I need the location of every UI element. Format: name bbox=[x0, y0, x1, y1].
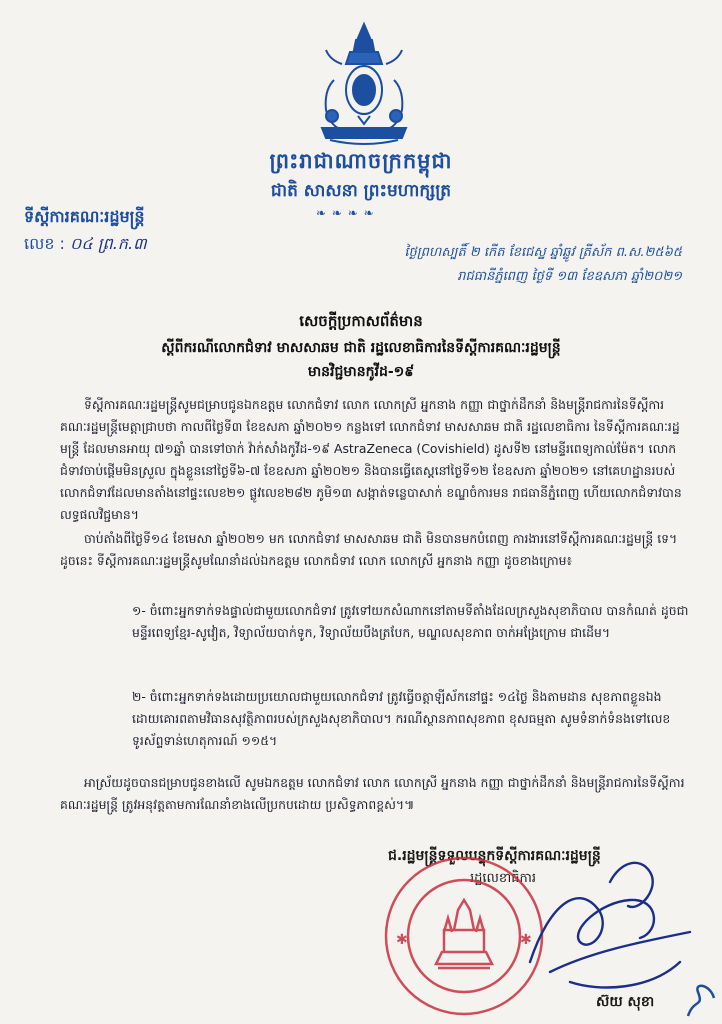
ornament-divider: ❧ ❧ ❧ ❧ bbox=[316, 206, 375, 220]
list-item: ២- ចំពោះអ្នកទាក់ទងដោយប្រយោលជាមួយលោកជំទាវ ត្រូវធ្វើចត្តាឡីស័កនៅផ្ទះ ១៤ថ្ងៃ និងតាមដាន សុខភាពខ្លួនឯង ដោយគោរពតាមវិធានសុវត្ថិភាពរបស់ក្រសួងសុខាភិបាល។ ករណីស្ថានភាពសុខភាព ខុសធម្មតា សូមទំនាក់ទំនងទៅលេខទូរស័ព្ទទាន់ហេតុការណ៍ ១១៥។ bbox=[132, 689, 671, 748]
svg-text:✱: ✱ bbox=[396, 932, 408, 948]
signatory-role: រដ្ឋលេខាធិការ bbox=[470, 871, 537, 886]
lunar-date: ថ្ងៃព្រហស្បតិ៍ ២ កើត ខែជេស្ឋ ឆ្នាំឆ្លូវ ត្រីស័ក ព.ស.២៥៦៥ bbox=[404, 245, 682, 260]
reference-label: លេខ : bbox=[24, 234, 65, 253]
kingdom-title: ព្រះរាជាណាចក្រកម្ពុជា bbox=[269, 149, 453, 173]
kingdom-motto: ជាតិ សាសនា ព្រះមហាក្សត្រ bbox=[270, 181, 452, 201]
paragraph-3: អាស្រ័យដូចបានជម្រាបជូនខាងលើ សូមឯកឧត្តម លោកជំទាវ លោក លោកស្រី អ្នកនាង កញ្ញា ជាថ្នាក់ដឹកនាំ និងមន្ត្រីរាជការនៃទីស្តីការគណៈរដ្ឋមន្ត្រី ត្រូវអនុវត្តតាមការណែនាំខាងលើប្រកបដោយ ប្រសិទ្ធភាពខ្ពស់។៕ bbox=[60, 775, 685, 812]
solar-date: រាជធានីភ្នំពេញ ថ្ងៃទី ១៣ ខែឧសភា ឆ្នាំ២០២១ bbox=[457, 269, 682, 284]
document-subject: ស្តីពីករណីលោកជំទាវ មាសសាឆម ជាតិ រដ្ឋលេខាធិការនៃទីស្តីការគណៈរដ្ឋមន្ត្រី bbox=[161, 340, 561, 356]
paragraph-2: ចាប់តាំងពីថ្ងៃទី១៤ ខែមេសា ឆ្នាំ២០២១ មក លោកជំទាវ មាសសាឆម ជាតិ មិនបានមកបំពេញ ការងារនៅទីស្តីការគណៈរដ្ឋមន្ត្រី ទេ។ ដូចនេះ ទីស្តីការគណៈរដ្ឋមន្ត្រីសូមណែនាំដល់ឯកឧត្តម លោកជំទាវ លោក លោកស្រី អ្នកនាង កញ្ញា ដូចខាងក្រោម៖ bbox=[60, 531, 678, 568]
reference-number bbox=[24, 233, 147, 257]
document-title: សេចក្តីប្រកាសព័ត៌មាន bbox=[299, 312, 423, 330]
paragraph-1: ទីស្តីការគណៈរដ្ឋមន្ត្រីសូមជម្រាបជូនឯកឧត្តម លោកជំទាវ លោក លោកស្រី អ្នកនាង កញ្ញា ជាថ្នាក់ដឹកនាំ និងមន្ត្រីរាជការនៃទីស្តីការគណៈរដ្ឋមន្ត្រីមេត្តាជ្រាបថា កាលពីថ្ងៃទី៣ ខែឧសភា ឆ្នាំ២០២១ កន្លងទៅ លោកជំទាវ មាសសាឆម ជាតិ រដ្ឋលេខាធិការ នៃទីស្តីការគណៈរដ្ឋមន្ត្រី ដែលមានអាយុ ៧១ឆ្នាំ បានទៅចាក់ វ៉ាក់សាំងកូវីដ-១៩ AstraZeneca (Covishield) ដូសទី២ នៅមន្ទីរពេទ្យកាល់ម៉ែត។ លោកជំទាវចាប់ផ្តើមមិនស្រួល ក្នុងខ្លួននៅថ្ងៃទី៦-៧ ខែឧសភា ឆ្នាំ២០២១ និងបានធ្វើតេស្តនៅថ្ងៃទី១២ ខែឧសភា ឆ្នាំ២០២១ នៅគេហដ្ឋានរបស់ លោកជំទាវដែលមានតាំងនៅផ្ទះលេខ២១ ផ្លូវលេខ២៨២ ភូមិ១៣ សង្កាត់ទន្លេបាសាក់ ខណ្ឌចំការមន រាជធានីភ្នំពេញ ហើយលោកជំទាវបានលទ្ធផលវិជ្ជមាន។ bbox=[60, 397, 682, 522]
end-mark: ៕ bbox=[404, 797, 415, 812]
document-subject-line2: មានវិជ្ជមានកូវីដ-១៩ bbox=[307, 364, 415, 380]
royal-emblem-icon bbox=[312, 20, 416, 150]
signatory-name: ស៊យ សុខា bbox=[596, 994, 655, 1010]
svg-text:✱: ✱ bbox=[520, 932, 532, 948]
reference-value: ០៤ ព្រ.ក.៣ bbox=[70, 234, 147, 253]
office-name: ទីស្តីការគណៈរដ្ឋមន្ត្រី bbox=[24, 207, 145, 226]
handwritten-signature bbox=[510, 842, 710, 1002]
corner-mark-icon bbox=[684, 978, 718, 1020]
signatory-title: ជ.រដ្ឋមន្ត្រីទទួលបន្ទុកទីស្តីការគណៈរដ្ឋមន្ត្រី bbox=[388, 848, 601, 864]
list-item: ១- ចំពោះអ្នកទាក់ទងផ្ទាល់ជាមួយលោកជំទាវ ត្រូវទៅយកសំណាកនៅតាមទីតាំងដែលក្រសួងសុខាភិបាល បានកំណត់ ដូចជា មន្ទីរពេទ្យខ្មែរ-សូវៀត, វិទ្យាល័យបាក់ទូក, វិទ្យាល័យបឹងត្របែក, មណ្ឌលសុខភាព ចាក់អង្រែក្រោម ជាដើម។ bbox=[132, 603, 689, 640]
